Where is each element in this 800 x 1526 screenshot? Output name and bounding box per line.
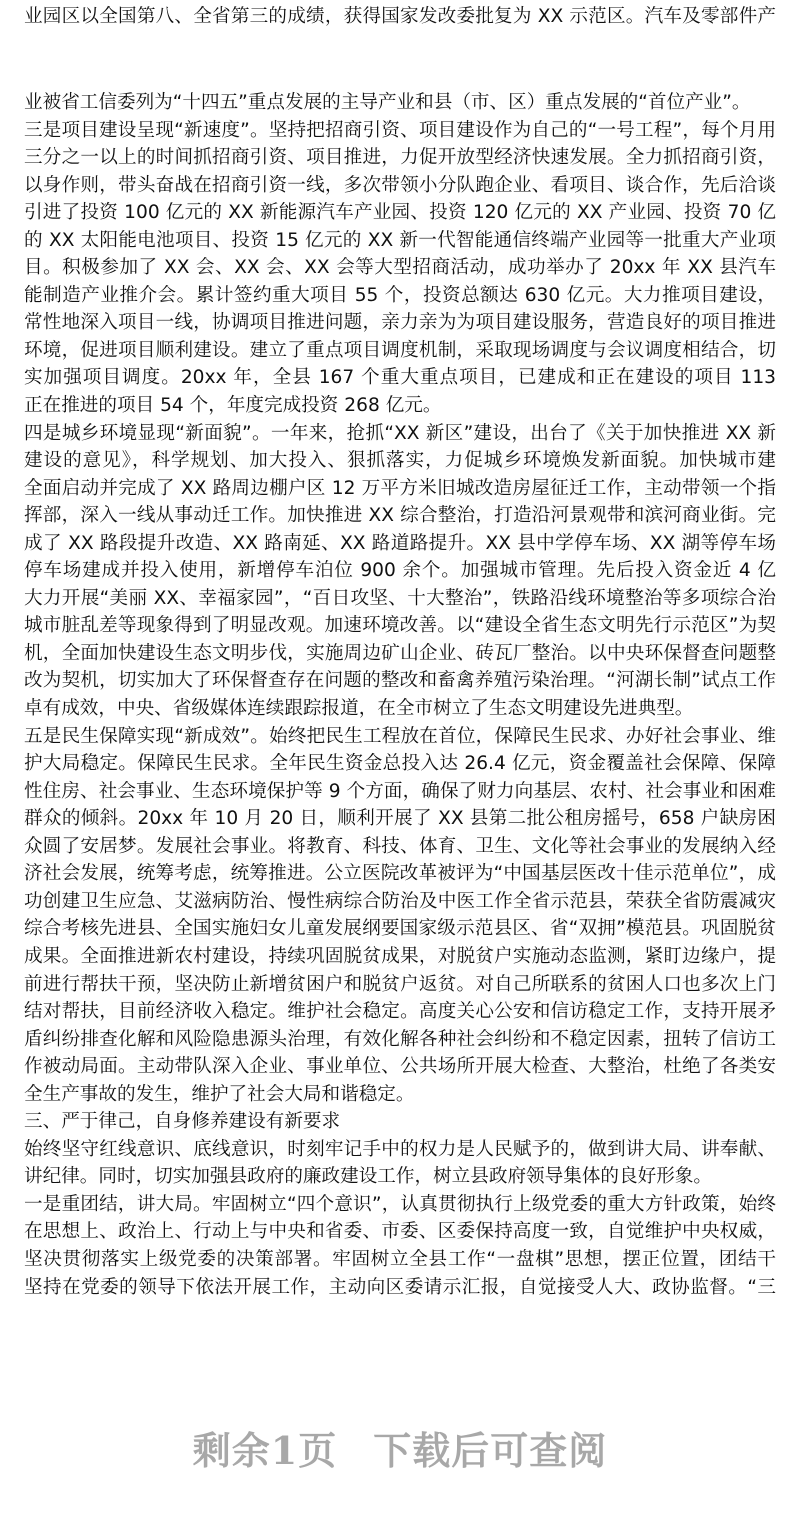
text-line: 众圆了安居梦。发展社会事业。将教育、科技、体育、卫生、文化等社会事业的发展纳入经: [24, 835, 776, 857]
text-line: 济社会发展，统筹考虑，统筹推进。公立医院改革被评为“中国基层医改十佳示范单位”，成: [24, 863, 776, 885]
text-line: 综合考核先进县、全国实施妇女儿童发展纲要国家级示范县区、省“双拥”模范县。巩固脱贫: [24, 918, 776, 940]
paragraph-heading-line: 四是城乡环境显现“新面貌”。一年来，抢抓“XX 新区”建设，出台了《关于加快推进 XX 新: [24, 422, 776, 444]
paragraph-heading-line: 一是重团结，讲大局。牢固树立“四个意识”，认真贯彻执行上级党委的重大方针政策，始终: [24, 1193, 776, 1215]
text-line: 盾纠纷排查化解和风险隐患源头治理，有效化解各种社会纠纷和不稳定因素，扭转了信访工: [24, 1028, 776, 1050]
text-line: 性住房、社会事业、生态环境保护等 9 个方面，确保了财力向基层、农村、社会事业和困难: [24, 780, 776, 802]
text-line: 大力开展“美丽 XX、幸福家园”，“百日攻坚、十大整治”，铁路沿线环境整治等多项综合治: [24, 587, 776, 609]
text-line: 建设的意见》，科学规划、加大投入、狠抓落实，力促城乡环境焕发新面貌。加快城市建: [24, 450, 776, 472]
text-line: 的 XX 太阳能电池项目、投资 15 亿元的 XX 新一代智能通信终端产业园等一批重大产业项: [24, 229, 776, 251]
text-line: 护大局稳定。保障民生民求。全年民生资金总投入达 26.4 亿元，资金覆盖社会保障、保障: [24, 753, 776, 775]
section-heading: 三、严于律己，自身修养建设有新要求: [24, 1111, 341, 1133]
download-to-view-notice[interactable]: [0, 1420, 800, 1475]
text-line: 结对帮扶，目前经济收入稳定。维护社会稳定。高度关心公安和信访稳定工作，支持开展矛: [24, 1001, 776, 1023]
text-line: 全面启动并完成了 XX 路周边棚户区 12 万平方米旧城改造房屋征迁工作，主动带领一个指: [24, 477, 776, 499]
text-line: 环境，促进项目顺利建设。建立了重点项目调度机制，采取现场调度与会议调度相结合，切: [24, 339, 776, 361]
text-line: 成果。全面推进新农村建设，持续巩固脱贫成果，对脱贫户实施动态监测，紧盯边缘户，提: [24, 945, 776, 967]
text-line: 成了 XX 路段提升改造、XX 路南延、XX 路道路提升。XX 县中学停车场、XX 湖等停车场: [24, 532, 776, 554]
download-prompt-label: 下载后可查阅: [373, 1428, 608, 1473]
text-line: 挥部，深入一线从事动迁工作。加快推进 XX 综合整治，打造沿河景观带和滨河商业街。完: [24, 505, 776, 527]
text-line: 常性地深入项目一线，协调项目推进问题，亲力亲为为项目建设服务，营造良好的项目推进: [24, 312, 776, 334]
text-line: 讲纪律。同时，切实加强县政府的廉政建设工作，树立县政府领导集体的良好形象。: [24, 1166, 712, 1188]
text-line: 作被动局面。主动带队深入企业、事业单位、公共场所开展大检查、大整治，杜绝了各类安: [24, 1056, 776, 1078]
paragraph-heading-line: 五是民生保障实现“新成效”。始终把民生工程放在首位，保障民生民求、办好社会事业、维: [24, 725, 776, 747]
paragraph-heading-line: 三是项目建设呈现“新速度”。坚持把招商引资、项目建设作为自己的“一号工程”，每个月用: [24, 119, 776, 141]
text-line: 前进行帮扶干预，坚决防止新增贫困户和脱贫户返贫。对自己所联系的贫困人口也多次上门: [24, 973, 776, 995]
text-line: 始终坚守红线意识、底线意识，时刻牢记手中的权力是人民赋予的，做到讲大局、讲奉献、: [24, 1138, 776, 1160]
text-line: 停车场建成并投入使用，新增停车泊位 900 余个。加强城市管理。先后投入资金近 4 亿: [24, 560, 776, 582]
text-line: 业被省工信委列为“十四五”重点发展的主导产业和县（市、区）重点发展的“首位产业”。: [24, 92, 751, 113]
text-line: 机，全面加快建设生态文明步伐，实施周边矿山企业、砖瓦厂整治。以中央环保督查问题整: [24, 642, 776, 664]
text-line: 目。积极参加了 XX 会、XX 会、XX 会等大型招商活动，成功举办了 20xx 年 XX 县汽车: [24, 257, 776, 279]
text-line: 坚决贯彻落实上级党委的决策部署。牢固树立全县工作“一盘棋”思想，摆正位置，团结干: [24, 1248, 776, 1270]
remaining-pages-label: 剩余1页: [192, 1428, 338, 1473]
text-line: 功创建卫生应急、艾滋病防治、慢性病综合防治及中医工作全省示范县，荣获全省防震减灾: [24, 890, 776, 912]
text-line: 改为契机，切实加大了环保督查存在问题的整改和畜禽养殖污染治理。“河湖长制”试点工作: [24, 670, 776, 692]
text-line: 卓有成效，中央、省级媒体连续跟踪报道，在全市树立了生态文明建设先进典型。: [24, 698, 694, 720]
text-line: 以身作则，带头奋战在招商引资一线，多次带领小分队跑企业、看项目、谈合作，先后洽谈: [24, 174, 776, 196]
text-line: 在思想上、政治上、行动上与中央和省委、市委、区委保持高度一致，自觉维护中央权威，: [24, 1221, 776, 1243]
text-line: 城市脏乱差等现象得到了明显改观。加速环境改善。以“建设全省生态文明先行示范区”为契: [24, 615, 776, 637]
previous-page-tail: [24, 3, 776, 31]
text-line: 全生产事故的发生，维护了社会大局和谐稳定。: [24, 1083, 415, 1105]
document-body: [24, 89, 776, 1301]
text-line: 群众的倾斜。20xx 年 10 月 20 日，顺利开展了 XX 县第二批公租房摇号，658 户缺房困: [24, 808, 776, 830]
text-line: 引进了投资 100 亿元的 XX 新能源汽车产业园、投资 120 亿元的 XX 产业园、投资 70 亿: [24, 202, 776, 224]
text-line: 三分之一以上的时间抓招商引资、项目推进，力促开放型经济快速发展。全力抓招商引资，: [24, 147, 776, 169]
text-line: 业园区以全国第八、全省第三的成绩，获得国家发改委批复为 XX 示范区。汽车及零部件产: [24, 6, 776, 27]
text-line: 能制造产业推介会。累计签约重大项目 55 个，投资总额达 630 亿元。大力推项目建设，: [24, 284, 776, 306]
text-line: 正在推进的项目 54 个，年度完成投资 268 亿元。: [24, 395, 442, 417]
text-line: 坚持在党委的领导下依法开展工作，主动向区委请示汇报，自觉接受人大、政协监督。“三: [24, 1276, 776, 1298]
text-line: 实加强项目调度。20xx 年，全县 167 个重大重点项目，已建成和正在建设的项目 113: [24, 367, 776, 389]
